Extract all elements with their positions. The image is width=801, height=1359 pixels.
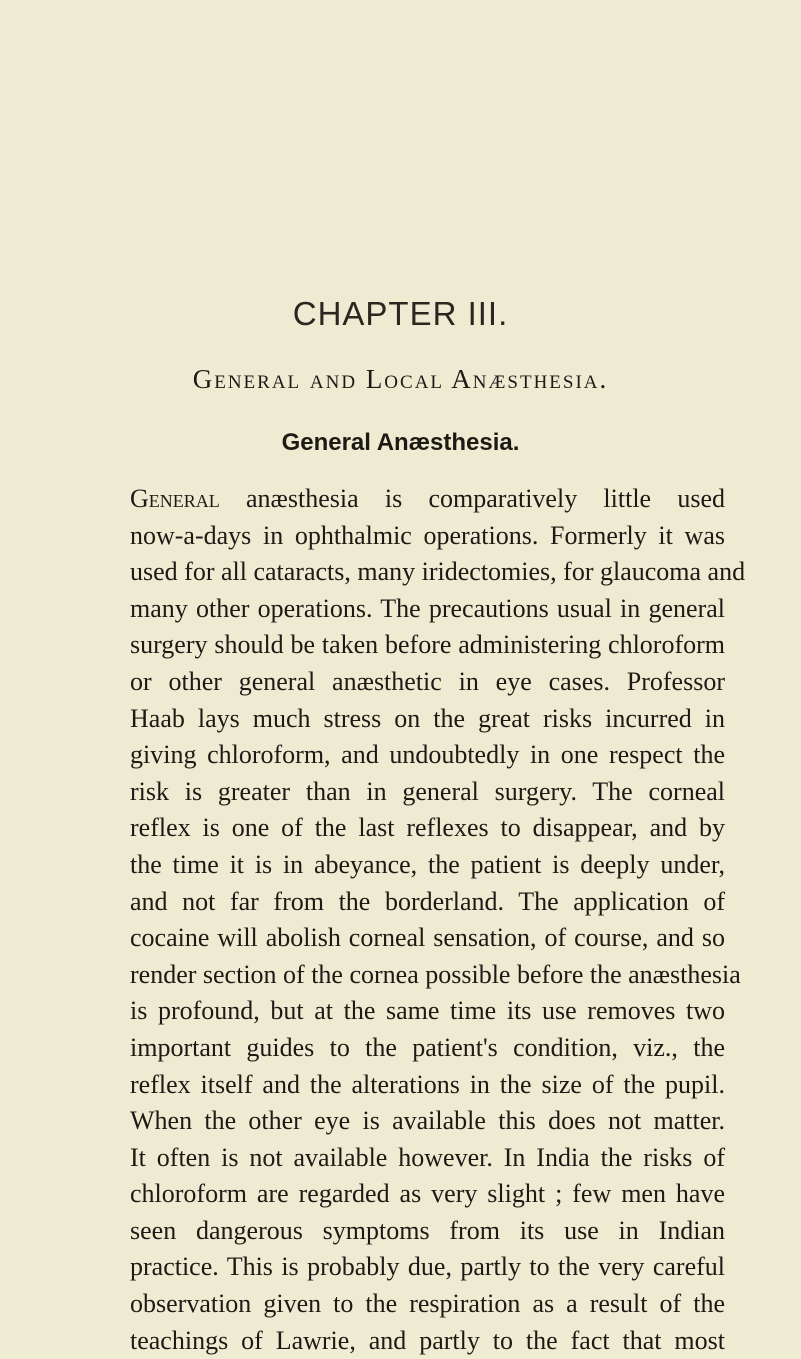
chapter-heading: CHAPTER III. [292, 295, 509, 332]
text-line: used for all cataracts, many iridectomies, for glaucoma and [130, 557, 746, 587]
text-line: cocaine will abolish corneal sensation, of course, and so [130, 923, 725, 953]
subsection-title: General Anæsthesia. [281, 429, 520, 456]
text-line: important guides to the patient's condition, viz., the [130, 1032, 725, 1062]
text-line: Haab lays much stress on the great risks incurred in [130, 703, 725, 733]
text-line: render section of the cornea possible before the anæsthesia [130, 959, 741, 989]
lead-word: General [130, 484, 220, 513]
text-line: observation given to the respiration as a result of the [130, 1289, 725, 1319]
text-line: It often is not available however. In India the risks of [130, 1142, 725, 1172]
text-line: reflex itself and the alterations in the size of the pupil. [130, 1069, 725, 1099]
first-line-rest: anæsthesia is comparatively little used [219, 484, 725, 513]
text-line: many other operations. The precautions usual in general [130, 593, 725, 623]
text-line: or other general anæsthetic in eye cases. Professor [130, 666, 725, 696]
text-line: When the other eye is available this does not matter. [130, 1106, 725, 1136]
text-line: chloroform are regarded as very slight ; few men have [130, 1179, 725, 1209]
text-line: reflex is one of the last reflexes to disappear, and by [130, 813, 725, 843]
text-line: now-a-days in ophthalmic operations. Formerly it was [130, 520, 725, 550]
text-line: and not far from the borderland. The application of [130, 886, 725, 916]
section-title: General and Local Anæsthesia. [192, 364, 609, 394]
text-line: surgery should be taken before administering chloroform [130, 630, 725, 660]
text-line: seen dangerous symptoms from its use in Indian [130, 1215, 725, 1245]
text-line: the time it is in abeyance, the patient is deeply under, [130, 849, 725, 879]
text-line: teachings of Lawrie, and partly to the fact that most [130, 1325, 725, 1355]
text-line: is profound, but at the same time its use removes two [130, 996, 725, 1026]
text-line [130, 481, 725, 518]
text-line: giving chloroform, and undoubtedly in one respect the [130, 740, 725, 770]
text-line: risk is greater than in general surgery. The corneal [130, 776, 725, 806]
text-line: practice. This is probably due, partly to the very careful [130, 1252, 725, 1282]
body-paragraph [130, 481, 746, 1359]
